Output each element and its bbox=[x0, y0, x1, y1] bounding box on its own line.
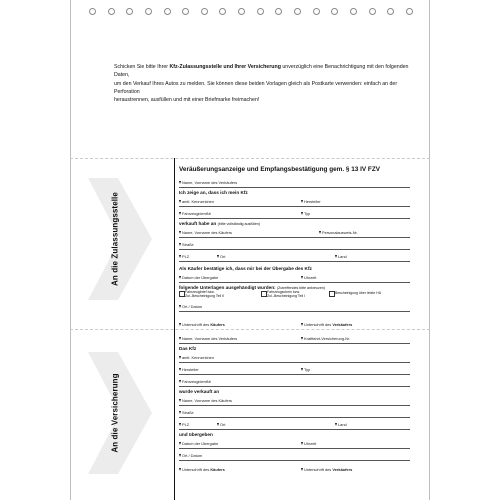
section-heading: wurde verkauft an bbox=[179, 389, 220, 394]
arrow-down-icon bbox=[179, 356, 181, 359]
checkbox-label-line: Fahrzeugbrief bzw. bbox=[185, 290, 215, 294]
intro-text bbox=[114, 63, 414, 104]
checkbox-label-line: Fahrzeugschein bzw. bbox=[267, 290, 300, 294]
arrow-down-icon bbox=[179, 200, 181, 203]
arrow-down-icon bbox=[179, 368, 181, 371]
field-label: Personalausweis-Nr. bbox=[322, 230, 358, 235]
field-label: FahrzeugidentNr bbox=[182, 379, 211, 384]
field-label: Straße bbox=[182, 242, 194, 247]
hole-icon bbox=[238, 8, 245, 15]
divider-line bbox=[174, 158, 175, 500]
section-heading-text: verkauft habe an bbox=[179, 221, 217, 226]
intro-line-2: um den Verkauf Ihres Autos zu melden. Sie können diese beiden Vorlagen gleich als Postkarte verwenden: einfach an der Perforation bbox=[114, 80, 398, 95]
hole-icon bbox=[89, 8, 96, 15]
perforation-line bbox=[70, 329, 430, 330]
zulassung-arrow bbox=[80, 178, 152, 300]
intro-part: unverzüglich eine Benachrichtigung mit den folgenden Daten, bbox=[114, 64, 409, 79]
maker-field-2[interactable] bbox=[179, 363, 410, 375]
city-field-2[interactable] bbox=[179, 418, 410, 430]
field-label: Kraftfahrt-Versicherung-Nr. bbox=[304, 336, 351, 341]
field-label: Uhrzeit bbox=[304, 441, 317, 446]
field-label: Hersteller bbox=[182, 367, 199, 372]
insurance-form bbox=[179, 332, 410, 473]
arrow-down-icon bbox=[301, 468, 303, 471]
arrow-down-icon bbox=[179, 454, 181, 457]
section-heading-text: folgende Unterlagen ausgehändigt wurden: bbox=[179, 285, 276, 290]
field-label: Ort / Datum bbox=[182, 453, 203, 458]
arrow-down-icon bbox=[335, 423, 337, 426]
field-label: Unterschrift des bbox=[304, 467, 332, 472]
versicherung-arrow bbox=[80, 352, 152, 474]
buyer-name-field[interactable] bbox=[179, 226, 410, 238]
arrow-down-icon bbox=[335, 255, 337, 258]
field-label: Datum der Übergabe bbox=[182, 441, 219, 446]
section-hint: (Zutreffendes bitte ankreuzen) bbox=[276, 286, 326, 290]
signature-field[interactable] bbox=[179, 312, 410, 326]
arrow-down-icon bbox=[179, 323, 181, 326]
arrow-down-icon bbox=[179, 399, 181, 402]
field-label: Unterschrift des bbox=[304, 322, 332, 327]
arrow-down-icon bbox=[179, 212, 181, 215]
field-label-bold: Verkäufers bbox=[332, 322, 353, 327]
hole-icon bbox=[108, 8, 115, 15]
arrow-down-icon bbox=[179, 276, 181, 279]
arrow-down-icon bbox=[179, 255, 181, 258]
intro-part: Schicken Sie bitte Ihrer bbox=[114, 64, 168, 70]
hole-icon bbox=[406, 8, 413, 15]
checkbox-label bbox=[185, 290, 224, 298]
field-label: Typ bbox=[304, 211, 311, 216]
arrow-down-icon bbox=[179, 411, 181, 414]
hole-icon bbox=[350, 8, 357, 15]
plate-field-2[interactable] bbox=[179, 351, 410, 363]
field-label: PLZ bbox=[182, 422, 190, 427]
vin-field[interactable] bbox=[179, 207, 410, 219]
arrow-down-icon bbox=[301, 323, 303, 326]
arrow-down-icon bbox=[179, 231, 181, 234]
hole-icon bbox=[387, 8, 394, 15]
arrow-down-icon bbox=[301, 368, 303, 371]
perforation-line bbox=[70, 158, 430, 159]
field-label-bold: Verkäufers bbox=[332, 467, 353, 472]
field-label: Name, Vorname des Verkäufers bbox=[182, 336, 238, 341]
field-label: Unterschrift des bbox=[182, 322, 210, 327]
hole-icon bbox=[219, 8, 226, 15]
side-label-versicherung: An die Versicherung bbox=[110, 373, 120, 453]
field-label: Unterschrift des bbox=[182, 467, 210, 472]
buyer-name-field-2[interactable] bbox=[179, 394, 410, 406]
arrow-down-icon bbox=[301, 212, 303, 215]
arrow-down-icon bbox=[179, 442, 181, 445]
field-label: Straße bbox=[182, 410, 194, 415]
hole-icon bbox=[369, 8, 376, 15]
arrow-down-icon bbox=[179, 305, 181, 308]
arrow-down-icon bbox=[217, 423, 219, 426]
section-hint: (bitte vollständig ausfüllen) bbox=[217, 222, 261, 226]
arrow-down-icon bbox=[301, 337, 303, 340]
field-label: Hersteller bbox=[304, 199, 321, 204]
arrow-down-icon bbox=[179, 337, 181, 340]
intro-highlight: Kfz-Zulassungsstelle und Ihrer Versicherung bbox=[169, 64, 281, 70]
field-label: Ort bbox=[220, 254, 226, 259]
field-label: Datum der Übergabe bbox=[182, 275, 219, 280]
field-label: FahrzeugidentNr bbox=[182, 211, 211, 216]
checkbox-label: Bescheinigung über letzte HU bbox=[335, 291, 382, 295]
section-heading: Ich zeige an, dass ich mein Kfz bbox=[179, 190, 248, 195]
section-heading: Das Kfz bbox=[179, 346, 197, 351]
arrow-down-icon bbox=[319, 231, 321, 234]
place-date-field-2[interactable] bbox=[179, 449, 410, 461]
handover-date-field-2[interactable] bbox=[179, 437, 410, 449]
arrow-down-icon bbox=[179, 181, 181, 184]
arrow-down-icon bbox=[301, 276, 303, 279]
arrow-down-icon bbox=[179, 380, 181, 383]
intro-line-3: heraustrennen, ausfüllen und mit einer Briefmarke freimachen! bbox=[114, 97, 260, 104]
field-label: PLZ bbox=[182, 254, 190, 259]
checkbox-label bbox=[267, 290, 305, 298]
intro-line-1 bbox=[114, 63, 414, 80]
arrow-down-icon bbox=[179, 468, 181, 471]
section-heading: und übergeben bbox=[179, 432, 213, 437]
hole-icon bbox=[145, 8, 152, 15]
field-label-bold: Käufers bbox=[210, 322, 225, 327]
arrow-down-icon bbox=[301, 442, 303, 445]
field-label: Name, Vorname des Käufers bbox=[182, 230, 232, 235]
hole-icon bbox=[201, 8, 208, 15]
arrow-down-icon bbox=[179, 423, 181, 426]
checkbox-label-line: Zul.-Bescheinigung Teil I bbox=[267, 294, 306, 298]
arrow-down-icon bbox=[301, 200, 303, 203]
hole-icon bbox=[294, 8, 301, 15]
hole-icon bbox=[313, 8, 320, 15]
section-heading: Als Käufer bestätige ich, dass mir bei der Übergabe des Kfz bbox=[179, 266, 312, 271]
field-label: amtl. Kennzeichen bbox=[182, 355, 215, 360]
hole-icon bbox=[331, 8, 338, 15]
city-field[interactable] bbox=[179, 250, 410, 262]
field-label: Ort / Datum bbox=[182, 304, 203, 309]
hole-icon bbox=[126, 8, 133, 15]
form-title: Veräußerungsanzeige und Empfangsbestätigung gem. § 13 IV FZV bbox=[179, 166, 380, 173]
field-label: Land bbox=[338, 254, 347, 259]
hole-icon bbox=[164, 8, 171, 15]
place-date-field[interactable] bbox=[179, 300, 410, 312]
seller-name-field[interactable] bbox=[179, 176, 410, 188]
side-label-zulassung: An die Zulassungsstelle bbox=[110, 192, 120, 286]
notification-form bbox=[179, 166, 410, 326]
seller-name-field-2[interactable] bbox=[179, 332, 410, 344]
documents-checkboxes bbox=[179, 290, 410, 300]
perforation-holes bbox=[89, 8, 413, 16]
checkbox-label-line: Zul.-Bescheinigung Teil II bbox=[185, 294, 225, 298]
signature-field-2[interactable] bbox=[179, 461, 410, 473]
field-label-bold: Käufers bbox=[210, 467, 225, 472]
hole-icon bbox=[275, 8, 282, 15]
field-label: Land bbox=[338, 422, 347, 427]
field-label: Typ bbox=[304, 367, 311, 372]
street-field[interactable] bbox=[179, 238, 410, 250]
field-label: Ort bbox=[220, 422, 226, 427]
vin-field-2[interactable] bbox=[179, 375, 410, 387]
hole-icon bbox=[257, 8, 264, 15]
arrow-down-icon bbox=[179, 243, 181, 246]
handover-date-field[interactable] bbox=[179, 271, 410, 283]
field-label: Uhrzeit bbox=[304, 275, 317, 280]
field-label: amtl. Kennzeichen bbox=[182, 199, 215, 204]
field-label: Name, Vorname des Käufers bbox=[182, 398, 232, 403]
hole-icon bbox=[182, 8, 189, 15]
field-label: Name, Vorname des Verkäufers bbox=[182, 180, 238, 185]
plate-field[interactable] bbox=[179, 195, 410, 207]
street-field-2[interactable] bbox=[179, 406, 410, 418]
arrow-down-icon bbox=[217, 255, 219, 258]
